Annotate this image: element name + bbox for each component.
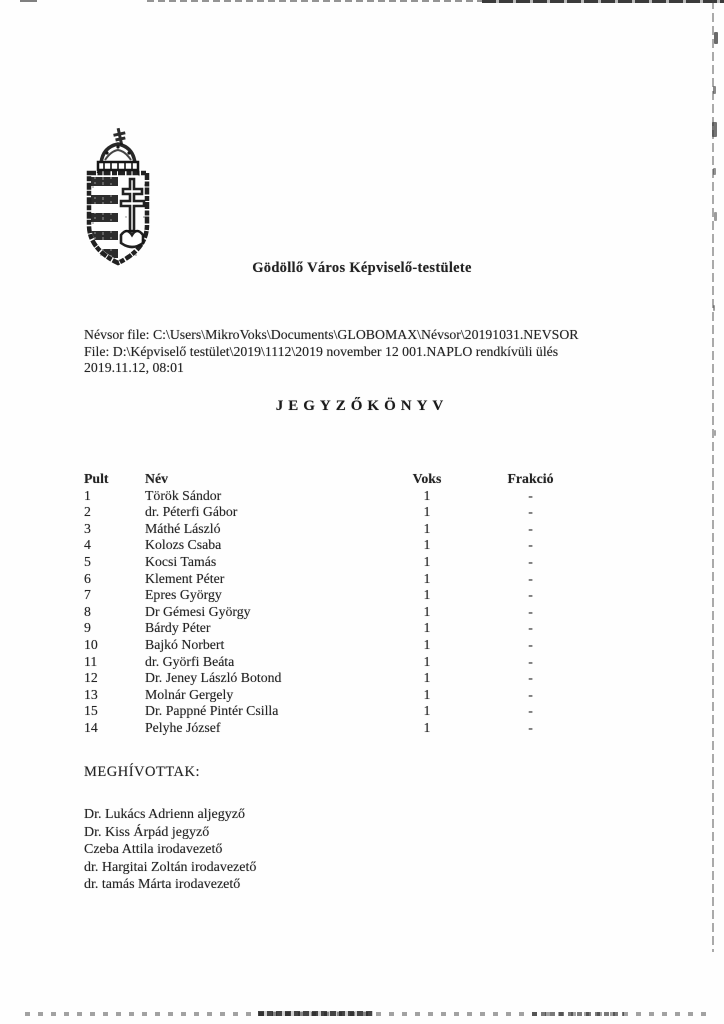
table-cell: Kocsi Tamás [145,553,217,569]
table-cell: 1 [423,553,431,569]
scan-artifact-top-line-dark [482,0,724,3]
table-cell: Klement Péter [145,570,225,586]
column-header-nev: Név [145,471,168,486]
file-info [84,327,644,377]
column-header-pult: Pult [84,471,109,486]
table-cell: 10 [84,636,98,652]
scan-artifact-speck [714,212,717,221]
scan-artifact-bottom-cluster [258,1011,373,1016]
table-cell: - [528,570,533,586]
table-cell: 1 [423,620,431,636]
invited-name: dr. Hargitai Zoltán irodavezető [84,859,257,875]
table-row [84,537,594,554]
invited-section-label: MEGHÍVOTTAK: [84,764,200,780]
table-cell: 1 [423,520,431,536]
scan-artifact-bottom-cluster [532,1012,624,1016]
table-cell: - [528,719,533,735]
column-header-frakcio: Frakció [507,471,554,486]
table-row [84,554,594,571]
table-cell: 13 [84,686,98,702]
scan-artifact-top-line-light [147,0,482,2]
table-row [84,687,594,704]
table-cell: 1 [423,587,431,603]
table-row [84,620,594,637]
table-row [84,720,594,737]
table-cell: Máthé László [145,520,221,536]
table-cell: 1 [423,570,431,586]
table-cell: 2 [84,504,91,520]
table-cell: 8 [84,603,91,619]
table-cell: Bajkó Norbert [145,636,225,652]
roster-table [84,471,594,737]
table-cell: 7 [84,587,91,603]
table-cell: 14 [84,719,98,735]
roster-header-row [84,471,594,488]
table-cell: - [528,520,533,536]
invited-name: Dr. Lukács Adrienn aljegyző [84,807,245,822]
org-title: Gödöllő Város Képviselő-testülete [252,260,472,276]
table-cell: 1 [423,703,431,719]
table-cell: - [528,603,533,619]
table-row [84,521,594,538]
table-row [84,670,594,687]
table-cell: Dr Gémesi György [145,603,251,619]
table-cell: - [528,670,533,686]
table-cell: - [528,703,533,719]
table-cell: - [528,686,533,702]
table-cell: dr. Györfi Beáta [145,653,235,669]
table-row [84,488,594,505]
table-cell: 9 [84,620,91,636]
table-cell: 1 [423,636,431,652]
table-cell: 1 [423,603,431,619]
table-cell: 12 [84,670,98,686]
scan-artifact-right-edge-line [712,0,714,952]
invited-list [84,806,256,894]
table-cell: Kolozs Csaba [145,537,222,553]
table-cell: - [528,504,533,520]
file-info-line: Névsor file: C:\Users\MikroVoks\Documents\GLOBOMAX\Névsor\20191031.NEVSOR [84,327,579,342]
table-cell: 6 [84,570,91,586]
table-cell: Epres György [145,587,222,603]
table-cell: Dr. Jeney László Botond [145,670,282,686]
table-cell: Pelyhe József [145,719,221,735]
table-cell: Molnár Gergely [145,686,234,702]
table-cell: 1 [423,504,431,520]
table-cell: 1 [423,487,431,503]
table-row [84,587,594,604]
table-cell: - [528,537,533,553]
table-cell: Dr. Pappné Pintér Csilla [145,703,279,719]
table-row [84,654,594,671]
table-cell: 1 [423,537,431,553]
table-cell: - [528,553,533,569]
table-cell: 5 [84,553,91,569]
table-cell: dr. Péterfi Gábor [145,504,238,520]
scan-artifact-speck [714,430,716,436]
table-row [84,637,594,654]
table-cell: 11 [84,653,98,669]
file-info-line: File: D:\Képviselő testület\2019\1112\2019 november 12 001.NAPLO rendkívüli ülés [84,343,559,359]
table-cell: - [528,620,533,636]
file-info-line: 2019.11.12, 08:01 [84,360,184,375]
table-cell: Bárdy Péter [145,620,211,636]
scan-artifact-top-dash [20,0,37,2]
scan-artifact-speck [713,86,716,94]
scan-artifact-bottom-line [25,1012,709,1016]
invited-name: Dr. Kiss Árpád jegyző [84,824,210,840]
column-header-voks: Voks [412,471,442,486]
table-row [84,604,594,621]
table-cell: - [528,653,533,669]
table-row [84,571,594,588]
table-cell: 3 [84,520,91,536]
table-cell: 15 [84,703,98,719]
table-cell: - [528,487,533,503]
scan-artifact-speck [714,32,718,44]
table-cell: 1 [423,719,431,735]
table-cell: 4 [84,537,91,553]
hungarian-coat-of-arms-icon [81,127,155,267]
table-row [84,703,594,720]
document-title: JEGYZŐKÖNYV [275,398,449,414]
table-cell: - [528,636,533,652]
table-cell: 1 [423,686,431,702]
scan-artifact-speck [713,168,716,175]
table-cell: 1 [84,487,91,503]
scan-artifact-speck [713,305,715,311]
table-cell: - [528,587,533,603]
invited-name: dr. tamás Márta irodavezető [84,877,241,893]
scan-artifact-speck [712,122,717,137]
table-cell: 1 [423,653,431,669]
table-row [84,504,594,521]
invited-name: Czeba Attila irodavezető [84,842,223,858]
roster-rows [84,488,594,737]
table-cell: 1 [423,670,431,686]
table-cell: Török Sándor [145,487,222,503]
